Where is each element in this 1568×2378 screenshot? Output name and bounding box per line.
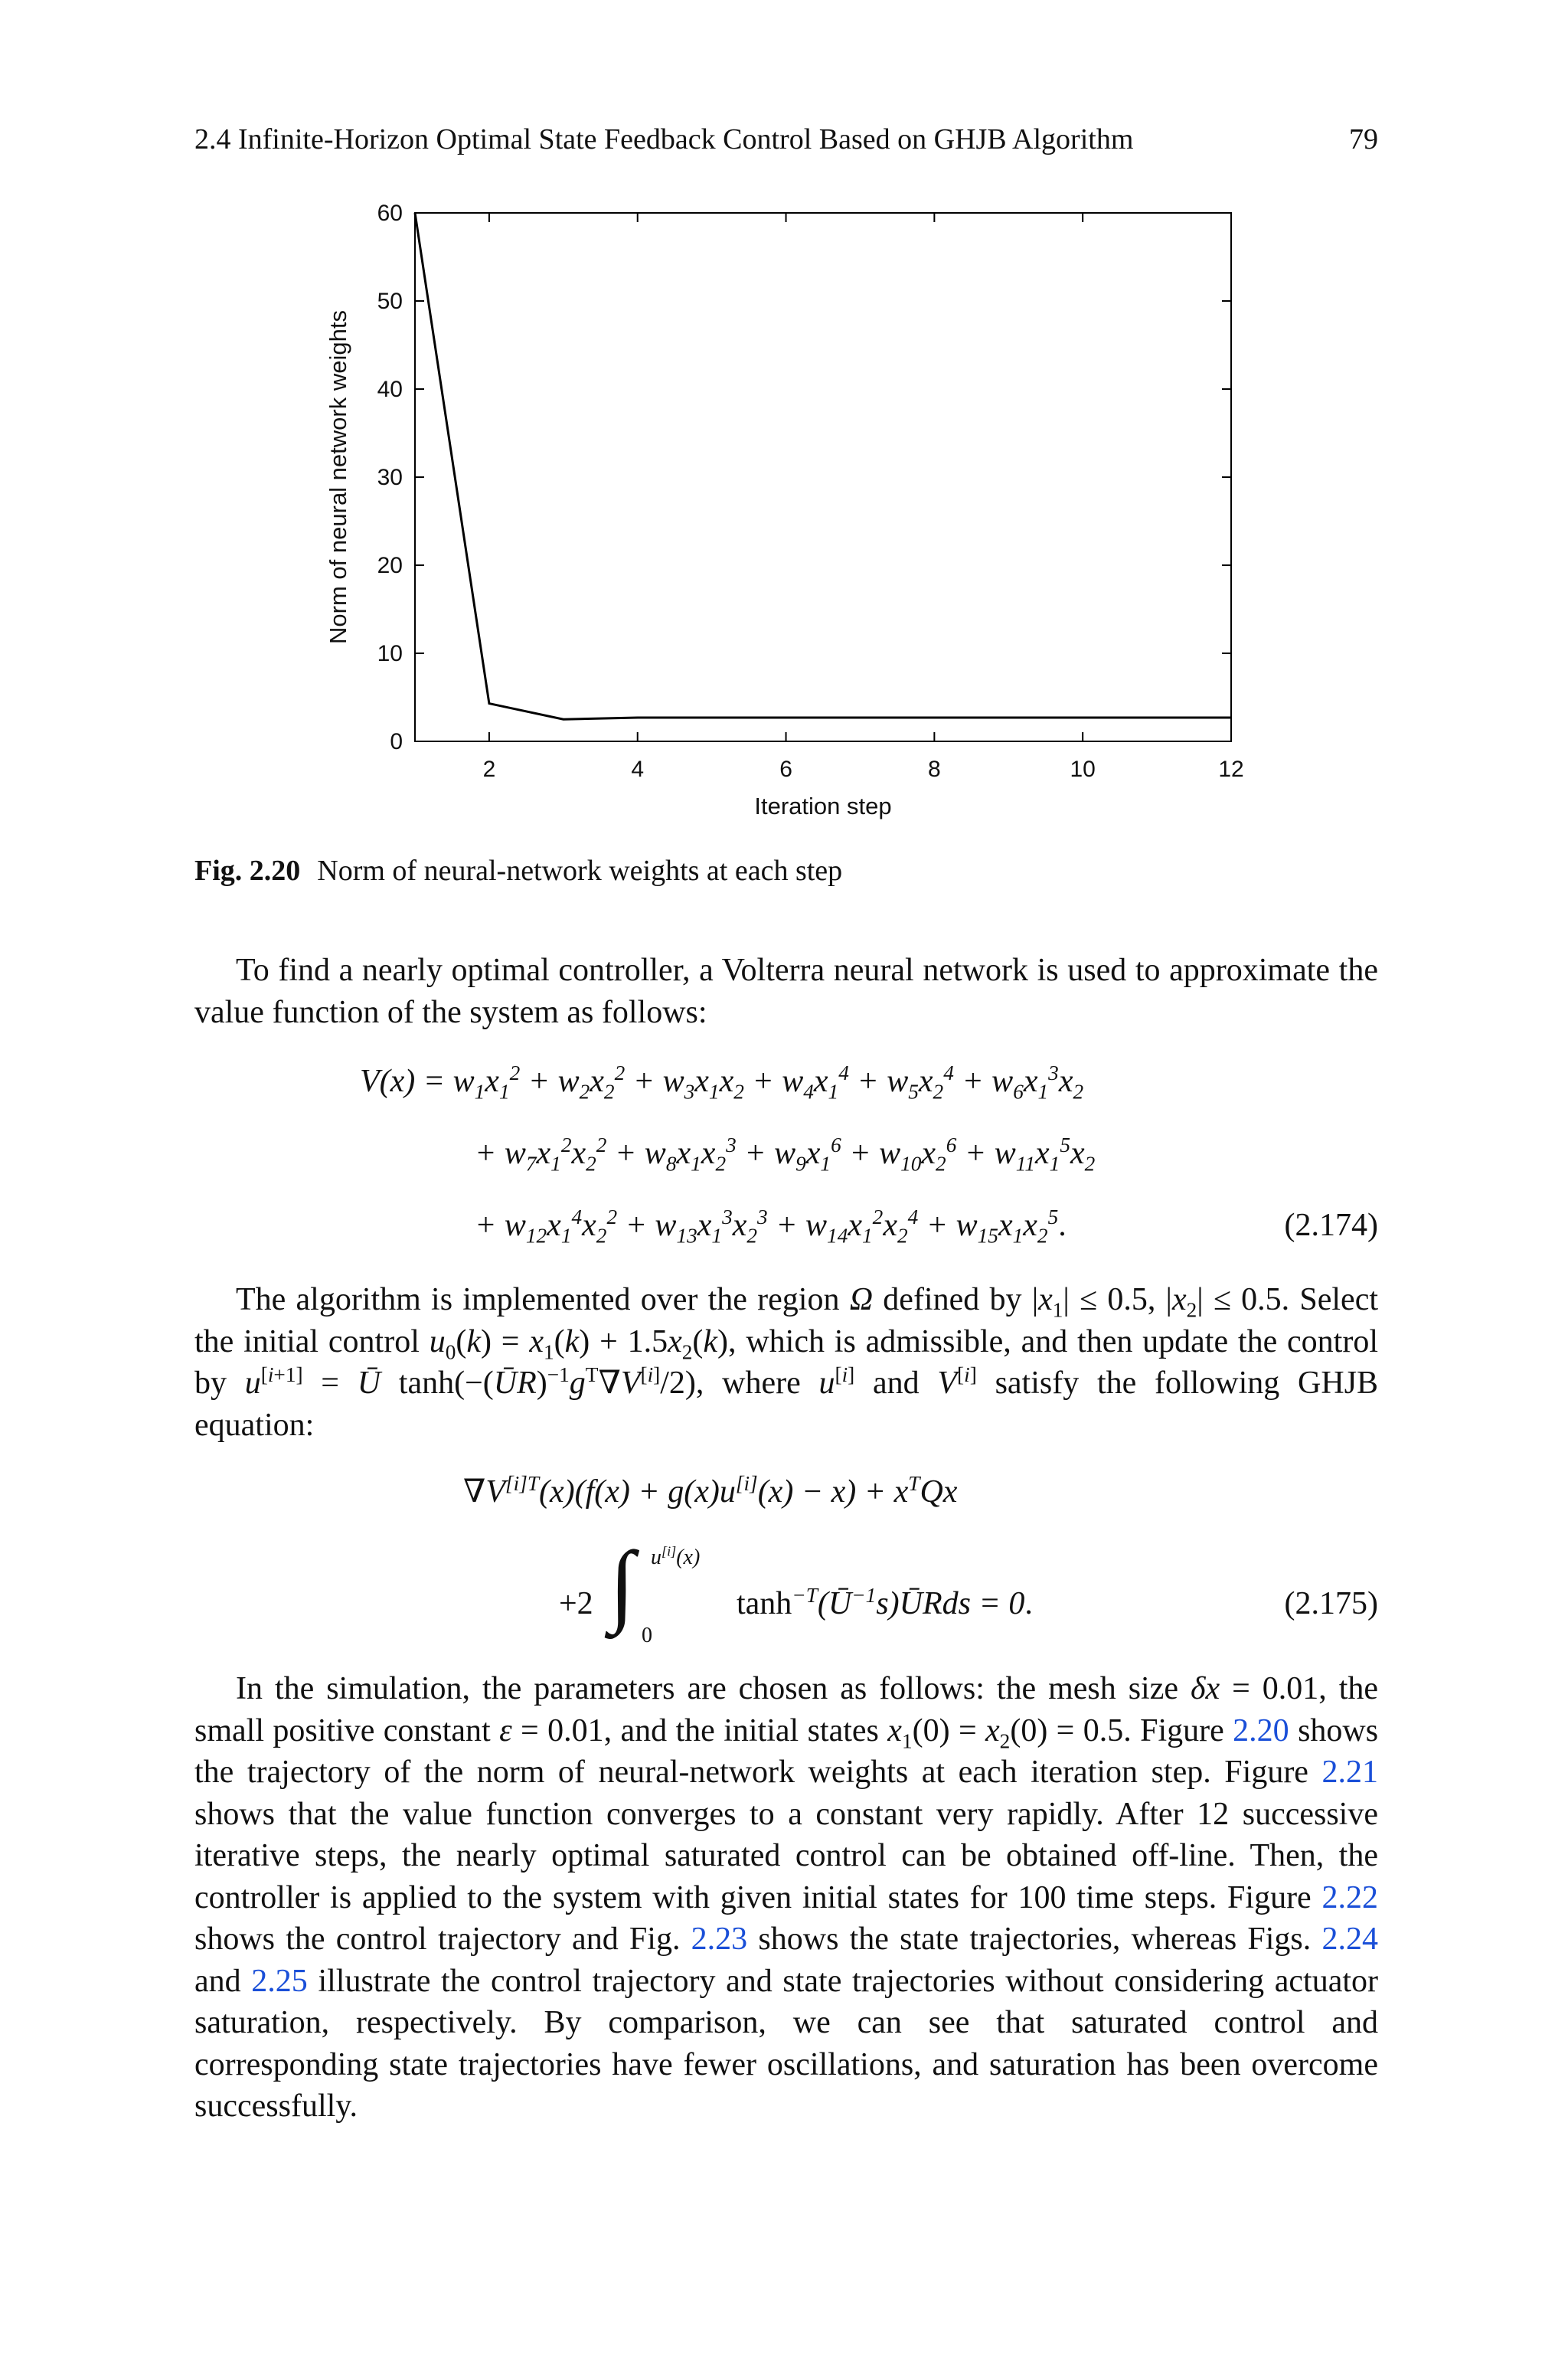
y-tick-label: 0 — [390, 729, 403, 754]
paragraph-1-text: To find a nearly optimal controller, a Volterra neural network is used to approximate the value function of the system as follows: — [194, 953, 1378, 1030]
page-number: 79 — [1349, 123, 1378, 155]
x-tick-label: 2 — [482, 757, 496, 782]
y-tick-label: 20 — [377, 553, 403, 578]
ref-fig-2-24[interactable]: 2.24 — [1321, 1922, 1379, 1957]
data-point — [1008, 717, 1009, 718]
ref-fig-2-21[interactable]: 2.21 — [1321, 1755, 1379, 1790]
equation-2-174-line-1: $V(x) = w_1x_1^2 + w_2x_2^2 + w_3x_1x_2 + w_4x_1^4 + w_5x_2^4 + w_6x_1^3x_2$ — [360, 1061, 1084, 1104]
y-tick-label: 10 — [377, 641, 403, 666]
equation-2-175-line-2: +2 ∫ u[i](x) 0 $\tanh^{-T}(Ū^{-1}s)ŪRds = 0$. — [559, 1532, 1033, 1647]
y-tick-label: 30 — [377, 465, 403, 490]
paragraph-1 — [194, 950, 1378, 1033]
equation-2-175-line-1: $\nabla V^{[i]T}(x)(f(x) + g(x)u[i](x) - x) + x^TQx$ — [463, 1472, 958, 1510]
ref-fig-2-20[interactable]: 2.20 — [1233, 1712, 1289, 1748]
equation-2-174-line-2: + $w_7x_1^2x_2^2 + w_8x_1x_2^3 + w_9x_1^6 + w_{10}x_2^6 + w_{11}x_1^5x_2$ — [475, 1133, 1096, 1176]
weights-norm-chart — [291, 184, 1256, 827]
data-point — [488, 703, 489, 704]
data-point — [711, 717, 712, 718]
figure-caption — [194, 854, 842, 888]
x-tick-label: 4 — [631, 757, 645, 782]
x-tick-label: 6 — [779, 757, 792, 782]
figure-caption-text: Norm of neural-network weights at each step — [317, 855, 843, 887]
paragraph-3: In the simulation, the parameters are chosen as follows: the mesh size δx = 0.01, the small positive constant ε = 0.01, and the initial states $x_1(0) = x_2(0) = 0.5$. Figure 2.20 shows the trajectory of the norm of neural-network weights at each iteration step. Figure 2.21 shows that the value function converges to a constant very rapidly. After 12 successive iterative steps, the nearly optimal saturated control can be obtained off-line. Then, the controller is applied to the system with given initial states for 100 time steps. Figure 2.22 shows the control trajectory and Fig. 2.23 shows the state trajectories, whereas Figs. 2.24 and 2.25 illustrate the control trajectory and state trajectories without considering actuator saturation, respectively. By comparison, we can see that saturated control and corresponding state trajectories have fewer oscillations, and saturation has been overcome successfully. — [194, 1671, 1379, 2124]
paragraph-2: The algorithm is implemented over the region Ω defined by $|x_1| \le 0.5$, $|x_2| \le 0.5$. Select the initial control $u_0(k) = x_1(k) + 1.5x_2(k)$, which is admissible, and then update the control by u[i+1] = Ū $\tanh(-(ŪR)^{-1}g^T\nabla V[i]/2)$, where u[i] and V[i] satisfy the following GHJB equation: — [194, 1282, 1379, 1443]
figure-label: Fig. 2.20 — [194, 855, 301, 887]
x-tick-label: 10 — [1070, 757, 1096, 782]
plot-frame — [415, 213, 1231, 741]
equation-number-2-175: (2.175) — [1284, 1586, 1378, 1621]
data-point — [415, 213, 416, 214]
data-point — [563, 719, 564, 720]
data-point — [934, 717, 935, 718]
x-tick-label: 12 — [1218, 757, 1244, 782]
equation-2-174-line-3: + $w_{12}x_1^4x_2^2 + w_{13}x_1^3x_2^3 + w_{14}x_1^2x_2^4 + w_{15}x_1x_2^5$. — [475, 1205, 1067, 1248]
y-tick-label: 50 — [377, 289, 403, 314]
ref-fig-2-25[interactable]: 2.25 — [251, 1963, 308, 1999]
ref-fig-2-23[interactable]: 2.23 — [691, 1922, 748, 1957]
y-axis-label: Norm of neural network weights — [325, 310, 351, 644]
y-tick-label: 60 — [377, 201, 403, 226]
data-point — [1157, 717, 1158, 718]
data-point — [637, 717, 638, 718]
running-header — [194, 123, 1378, 161]
series-line-0 — [415, 213, 1231, 719]
data-point — [860, 717, 861, 718]
section-title: 2.4 Infinite-Horizon Optimal State Feedback Control Based on GHJB Algorithm — [194, 123, 1134, 155]
y-tick-label: 40 — [377, 377, 403, 402]
data-point — [1231, 717, 1232, 718]
ref-fig-2-22[interactable]: 2.22 — [1321, 1879, 1378, 1915]
equation-number-2-174: (2.174) — [1284, 1208, 1378, 1243]
x-axis-label: Iteration step — [754, 793, 892, 819]
x-tick-label: 8 — [928, 757, 941, 782]
